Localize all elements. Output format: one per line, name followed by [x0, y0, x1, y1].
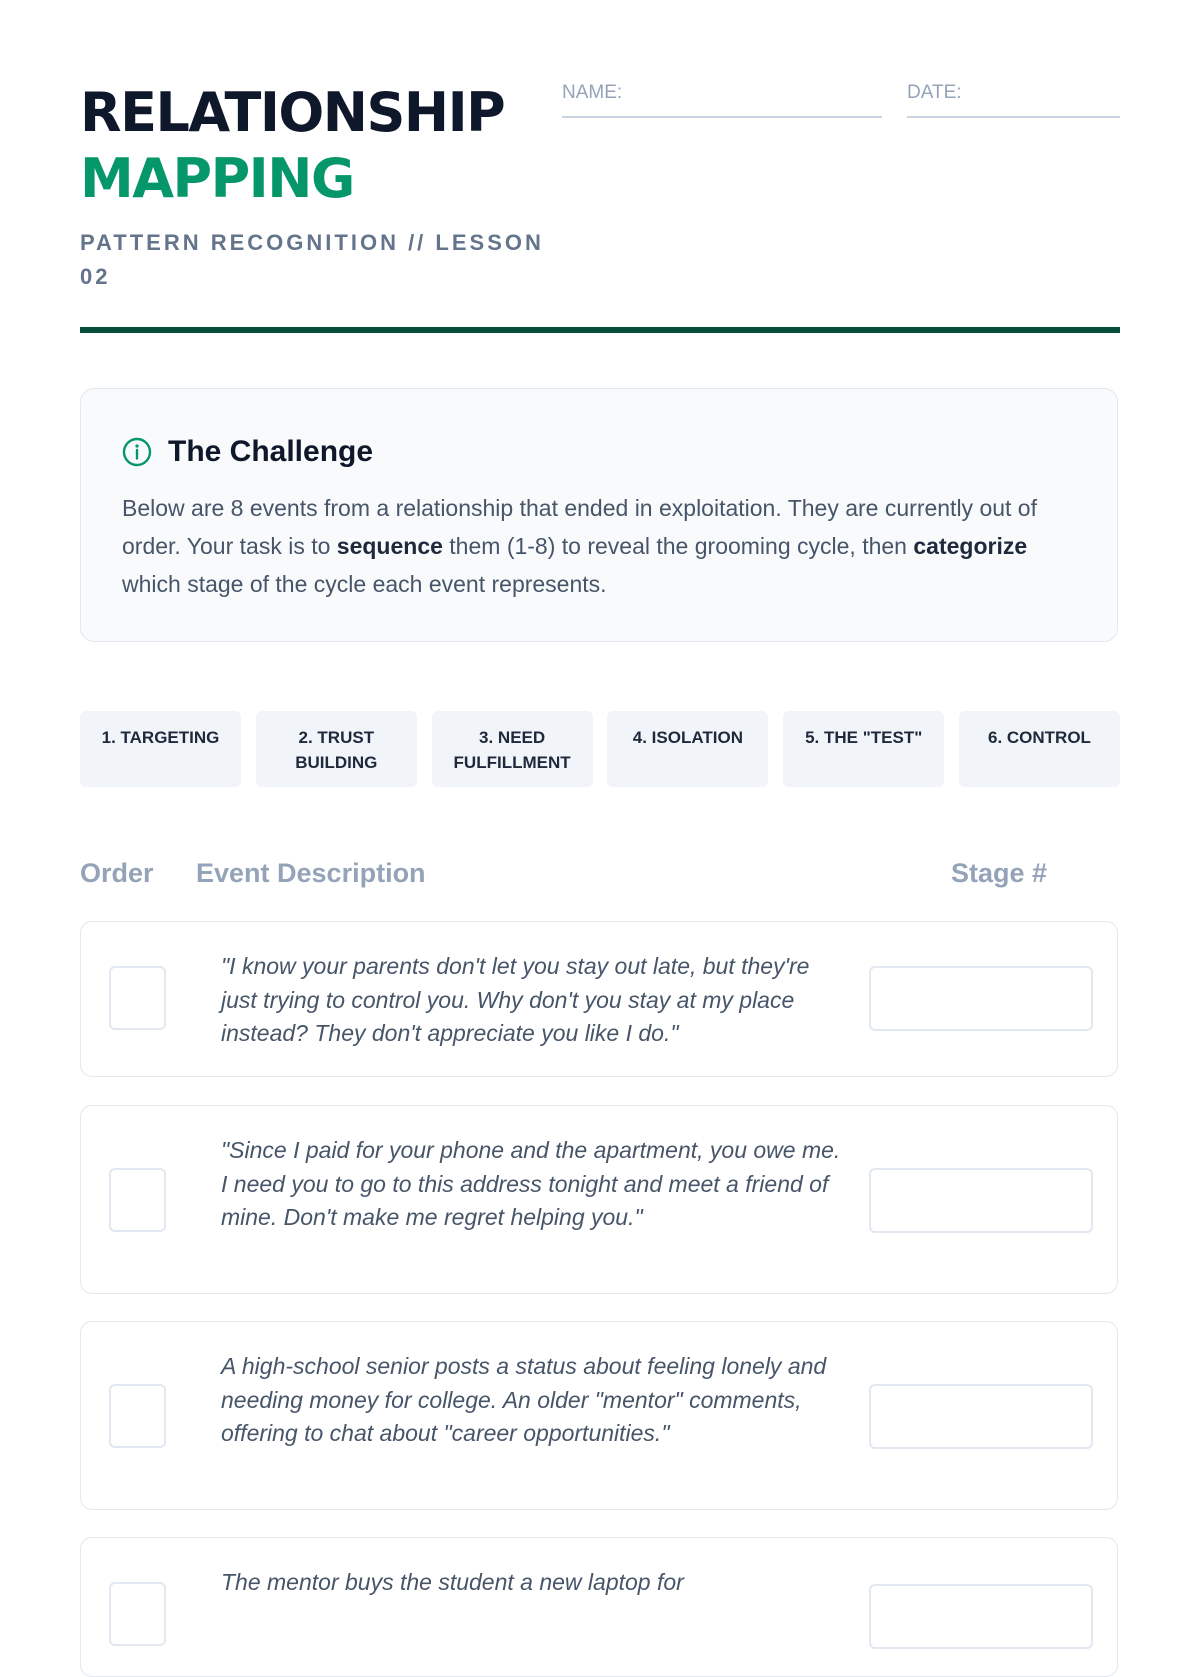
order-input[interactable] [109, 1168, 166, 1232]
challenge-heading [122, 435, 373, 469]
order-input[interactable] [109, 1582, 166, 1646]
challenge-title: The Challenge [168, 435, 374, 468]
date-field[interactable] [907, 80, 1120, 118]
stage-chip-isolation: 4. ISOLATION [607, 711, 768, 787]
stage-legend [80, 711, 1120, 787]
order-input[interactable] [109, 966, 166, 1030]
instructions-text-3: which stage of the cycle each event represents. [122, 571, 607, 597]
stage-chip-control: 6. CONTROL [959, 711, 1120, 787]
date-label: DATE: [907, 82, 962, 103]
table-header [80, 858, 1120, 894]
stage-input[interactable] [869, 966, 1093, 1031]
event-description: "I know your parents don't let you stay out late, but they're just trying to control you. Why don't you stay at my place instead? They don't appreciate you like I do." [221, 953, 810, 1046]
page-subtitle: PATTERN RECOGNITION // LESSON 02 [80, 230, 544, 289]
stage-chip-the-test: 5. THE "TEST" [783, 711, 944, 787]
stage-chip-need-fulfillment: 3. NEED FULFILLMENT [432, 711, 593, 787]
page-title: RELATIONSHIP [80, 81, 505, 144]
column-header-stage: Stage # [951, 858, 1048, 888]
stage-input[interactable] [869, 1168, 1093, 1233]
instructions-text-2: them (1-8) to reveal the grooming cycle, then [442, 533, 914, 559]
instructions-text-1: Below are 8 events from a relationship that ended in exploitation. They are currently out of order. Your task is to [122, 495, 1037, 559]
event-description: The mentor buys the student a new laptop for [221, 1569, 684, 1595]
name-label: NAME: [562, 82, 623, 103]
title-block [80, 80, 550, 294]
instructions-bold-sequence: sequence [336, 533, 443, 559]
order-input[interactable] [109, 1384, 166, 1448]
worksheet-header [80, 80, 1120, 335]
worksheet-page [80, 0, 1120, 1600]
stage-chip-trust-building: 2. TRUST BUILDING [256, 711, 417, 787]
stage-chip-targeting: 1. TARGETING [80, 711, 241, 787]
event-description: "Since I paid for your phone and the apartment, you owe me. I need you to go to this address tonight and meet a friend of mine. Don't make me regret helping you." [221, 1137, 841, 1230]
header-divider [80, 327, 1120, 333]
challenge-box [80, 388, 1118, 642]
stage-input[interactable] [869, 1384, 1093, 1449]
stage-input[interactable] [869, 1584, 1093, 1649]
info-circle-icon [122, 437, 152, 467]
page-title-accent: MAPPING [80, 147, 354, 210]
event-card [80, 1537, 1118, 1677]
column-header-order: Order [80, 858, 154, 888]
event-card [80, 1105, 1118, 1294]
instructions-bold-categorize: categorize [913, 533, 1028, 559]
event-card [80, 921, 1118, 1077]
column-header-event: Event Description [196, 858, 426, 888]
event-card [80, 1321, 1118, 1510]
event-description: A high-school senior posts a status about feeling lonely and needing money for college. An older "mentor" comments, offering to chat about "career opportunities." [221, 1353, 827, 1446]
name-field[interactable] [562, 80, 882, 118]
challenge-instructions [122, 489, 1072, 603]
